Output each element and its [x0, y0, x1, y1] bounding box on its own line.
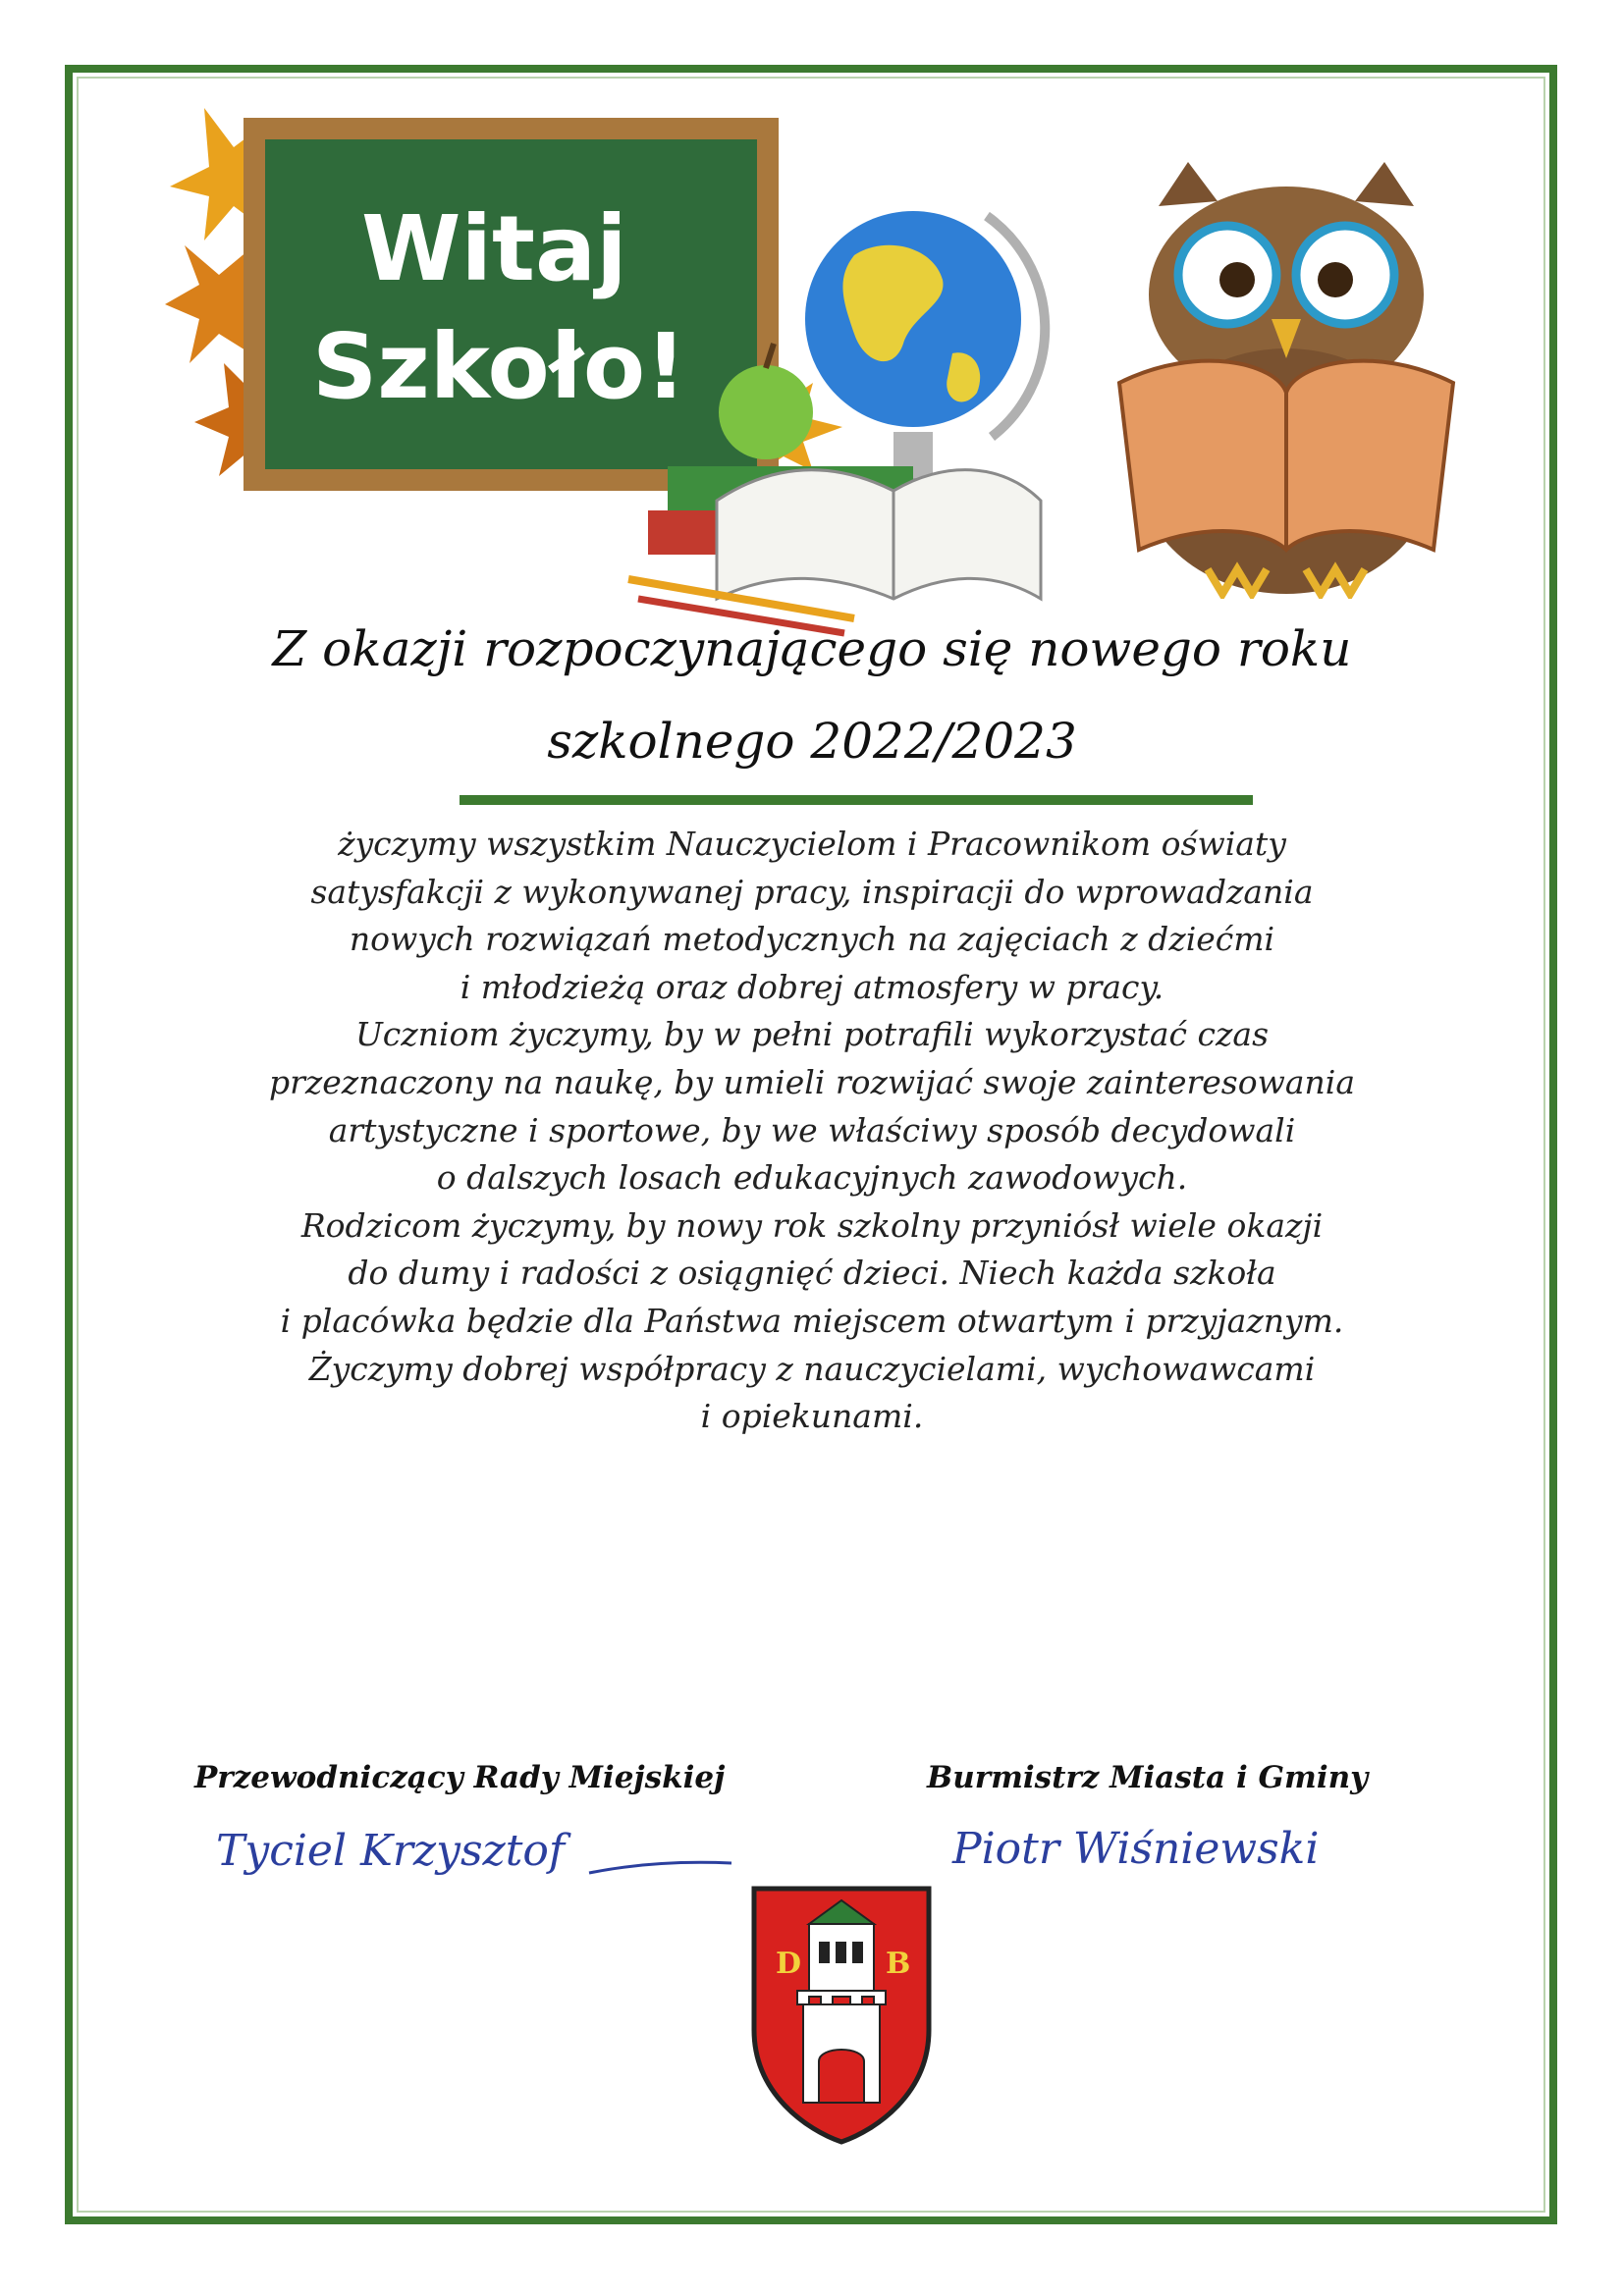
- body-line: Życzymy dobrej współpracy z nauczycielami, wychowawcami: [308, 1349, 1316, 1388]
- body-line: życzymy wszystkim Nauczycielom i Pracownikom oświaty: [338, 825, 1286, 863]
- signature-left-text: Tyciel Krzysztof: [216, 1826, 566, 1876]
- signature-right: [943, 1806, 1434, 1895]
- body-line: satysfakcji z wykonywanej pracy, inspiracji do wprowadzania: [310, 872, 1314, 911]
- signature-title-right: Burmistrz Miasta i Gminy: [927, 1760, 1369, 1795]
- body-line: i opiekunami.: [700, 1397, 924, 1436]
- body-line: przeznaczony na naukę, by umieli rozwijać swoje zainteresowania: [268, 1062, 1355, 1101]
- coat-of-arms: [748, 1883, 935, 2148]
- globe-books-illustration: [609, 187, 1080, 638]
- books-icon: [648, 466, 1041, 599]
- chalkboard-line1: Witaj: [361, 196, 627, 301]
- title-line1: Z okazji rozpoczynającego się nowego roku: [272, 620, 1352, 677]
- signature-left: [196, 1804, 746, 1893]
- owl-illustration: [1090, 147, 1483, 599]
- owl-icon: [1119, 162, 1453, 594]
- body-line: do dumy i radości z osiągnięć dzieci. Niech każda szkoła: [348, 1254, 1276, 1293]
- body-line: Rodzicom życzymy, by nowy rok szkolny przyniósł wiele okazji: [300, 1205, 1324, 1245]
- body-line: Uczniom życzymy, by w pełni potrafili wykorzystać czas: [354, 1015, 1270, 1054]
- crest-letter-left: D: [776, 1947, 802, 1981]
- body-line: nowych rozwiązań metodycznych na zajęciach z dziećmi: [349, 920, 1275, 959]
- title-line2: szkolnego 2022/2023: [547, 713, 1077, 770]
- title-underline: [460, 795, 1253, 805]
- greeting-body: [147, 821, 1477, 1441]
- signature-title-left: Przewodniczący Rady Miejskiej: [194, 1760, 726, 1795]
- body-line: i młodzieżą oraz dobrej atmosfery w pracy.: [460, 967, 1164, 1006]
- signature-right-text: Piotr Wiśniewski: [952, 1824, 1320, 1874]
- body-line: o dalszych losach edukacyjnych zawodowych.: [436, 1158, 1188, 1198]
- body-line: artystyczne i sportowe, by we właściwy sposób decydowali: [328, 1110, 1296, 1149]
- apple-icon: [719, 344, 813, 459]
- chalkboard-line2: Szkoło!: [312, 314, 687, 419]
- body-line: i placówka będzie dla Państwa miejscem otwartym i przyjaznym.: [280, 1301, 1344, 1340]
- crest-letter-right: B: [886, 1947, 911, 1981]
